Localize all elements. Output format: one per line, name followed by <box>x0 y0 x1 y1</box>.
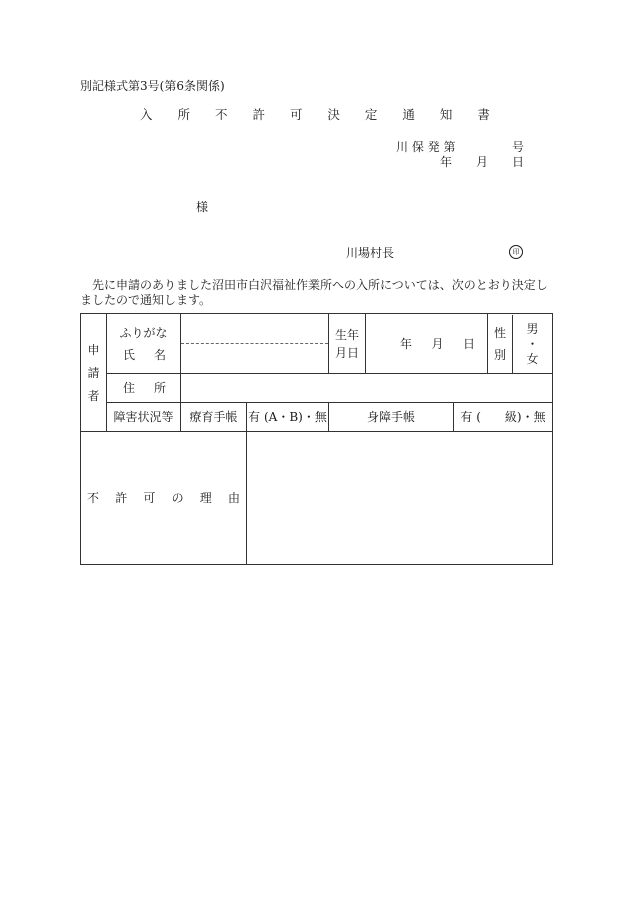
birthdate-label-cell <box>329 314 366 374</box>
birthdate-label-line: 月日 <box>334 345 359 360</box>
birth-month: 月 <box>431 336 444 351</box>
reason-label-char: 可 <box>143 491 156 505</box>
title-char: 可 <box>289 107 303 122</box>
furigana-line <box>181 314 328 344</box>
shinsho-value[interactable]: 有 ( 級)・無 <box>454 403 553 432</box>
applicant-label-cell <box>81 314 107 432</box>
address-field[interactable] <box>181 374 553 403</box>
seal-icon: 印 <box>509 245 523 259</box>
applicant-label-char: 申 <box>87 342 100 357</box>
reason-label-char: 不 <box>87 491 100 505</box>
date-month: 月 <box>475 155 488 169</box>
birthdate-field[interactable] <box>366 314 488 374</box>
reason-label-cell <box>81 432 247 565</box>
reason-label-char: の <box>171 491 184 505</box>
applicant-label-char: 請 <box>87 365 100 380</box>
reason-label-char: 理 <box>199 491 212 505</box>
address-label-cell <box>107 374 181 403</box>
shinsho-label: 身障手帳 <box>329 403 454 432</box>
sex-label-char: 別 <box>494 347 507 362</box>
title-char: 決 <box>327 107 340 122</box>
birth-day: 日 <box>463 336 476 351</box>
birthdate-label-line: 生年 <box>334 327 359 342</box>
ryoiku-label: 療育手帳 <box>181 403 247 432</box>
applicant-label-char: 者 <box>87 388 100 403</box>
title-char: 許 <box>252 107 265 122</box>
name-label-char: 名 <box>153 347 166 362</box>
sex-option-male[interactable]: 男 <box>526 321 539 336</box>
title-char: 知 <box>439 107 453 122</box>
date-year: 年 <box>440 155 453 169</box>
title-char: 入 <box>140 107 153 122</box>
birth-year: 年 <box>400 336 413 351</box>
furigana-label: ふりがな <box>119 325 168 340</box>
reason-field[interactable] <box>247 432 553 565</box>
sex-option-separator: ・ <box>526 336 539 351</box>
reason-label-char: 由 <box>227 491 240 505</box>
addressee-suffix: 様 <box>196 200 209 214</box>
doc-number-prefix: 川 保 発 第 <box>396 140 456 154</box>
applicant-form-table <box>80 313 553 565</box>
address-label-char: 住 <box>123 381 136 395</box>
title-char: 不 <box>214 107 228 122</box>
sex-cell[interactable] <box>488 314 553 374</box>
form-number: 別記様式第3号(第6条関係) <box>80 79 225 93</box>
reason-label-char: 許 <box>115 491 128 505</box>
sex-label-char: 性 <box>494 325 507 340</box>
issuer-name: 川場村長 <box>346 246 395 260</box>
issue-date <box>440 155 524 169</box>
furigana-name-label-cell <box>107 314 181 374</box>
sex-option-female[interactable]: 女 <box>526 351 539 366</box>
title-char: 定 <box>364 107 378 122</box>
address-label-char: 所 <box>153 381 166 395</box>
document-title <box>140 108 490 122</box>
doc-number-suffix: 号 <box>512 140 525 154</box>
title-char: 書 <box>477 107 490 122</box>
notice-body-text: 先に申請のありました沼田市白沢福祉作業所への入所については、次のとおり決定しましたので通知します。 <box>80 278 548 307</box>
ryoiku-value[interactable]: 有 (A・B)・無 <box>247 403 329 432</box>
name-label-char: 氏 <box>123 347 136 362</box>
title-char: 所 <box>177 107 190 122</box>
date-day: 日 <box>511 155 524 169</box>
disability-label: 障害状況等 <box>107 403 181 432</box>
applicant-name-field[interactable] <box>181 314 329 374</box>
title-char: 通 <box>402 107 415 122</box>
